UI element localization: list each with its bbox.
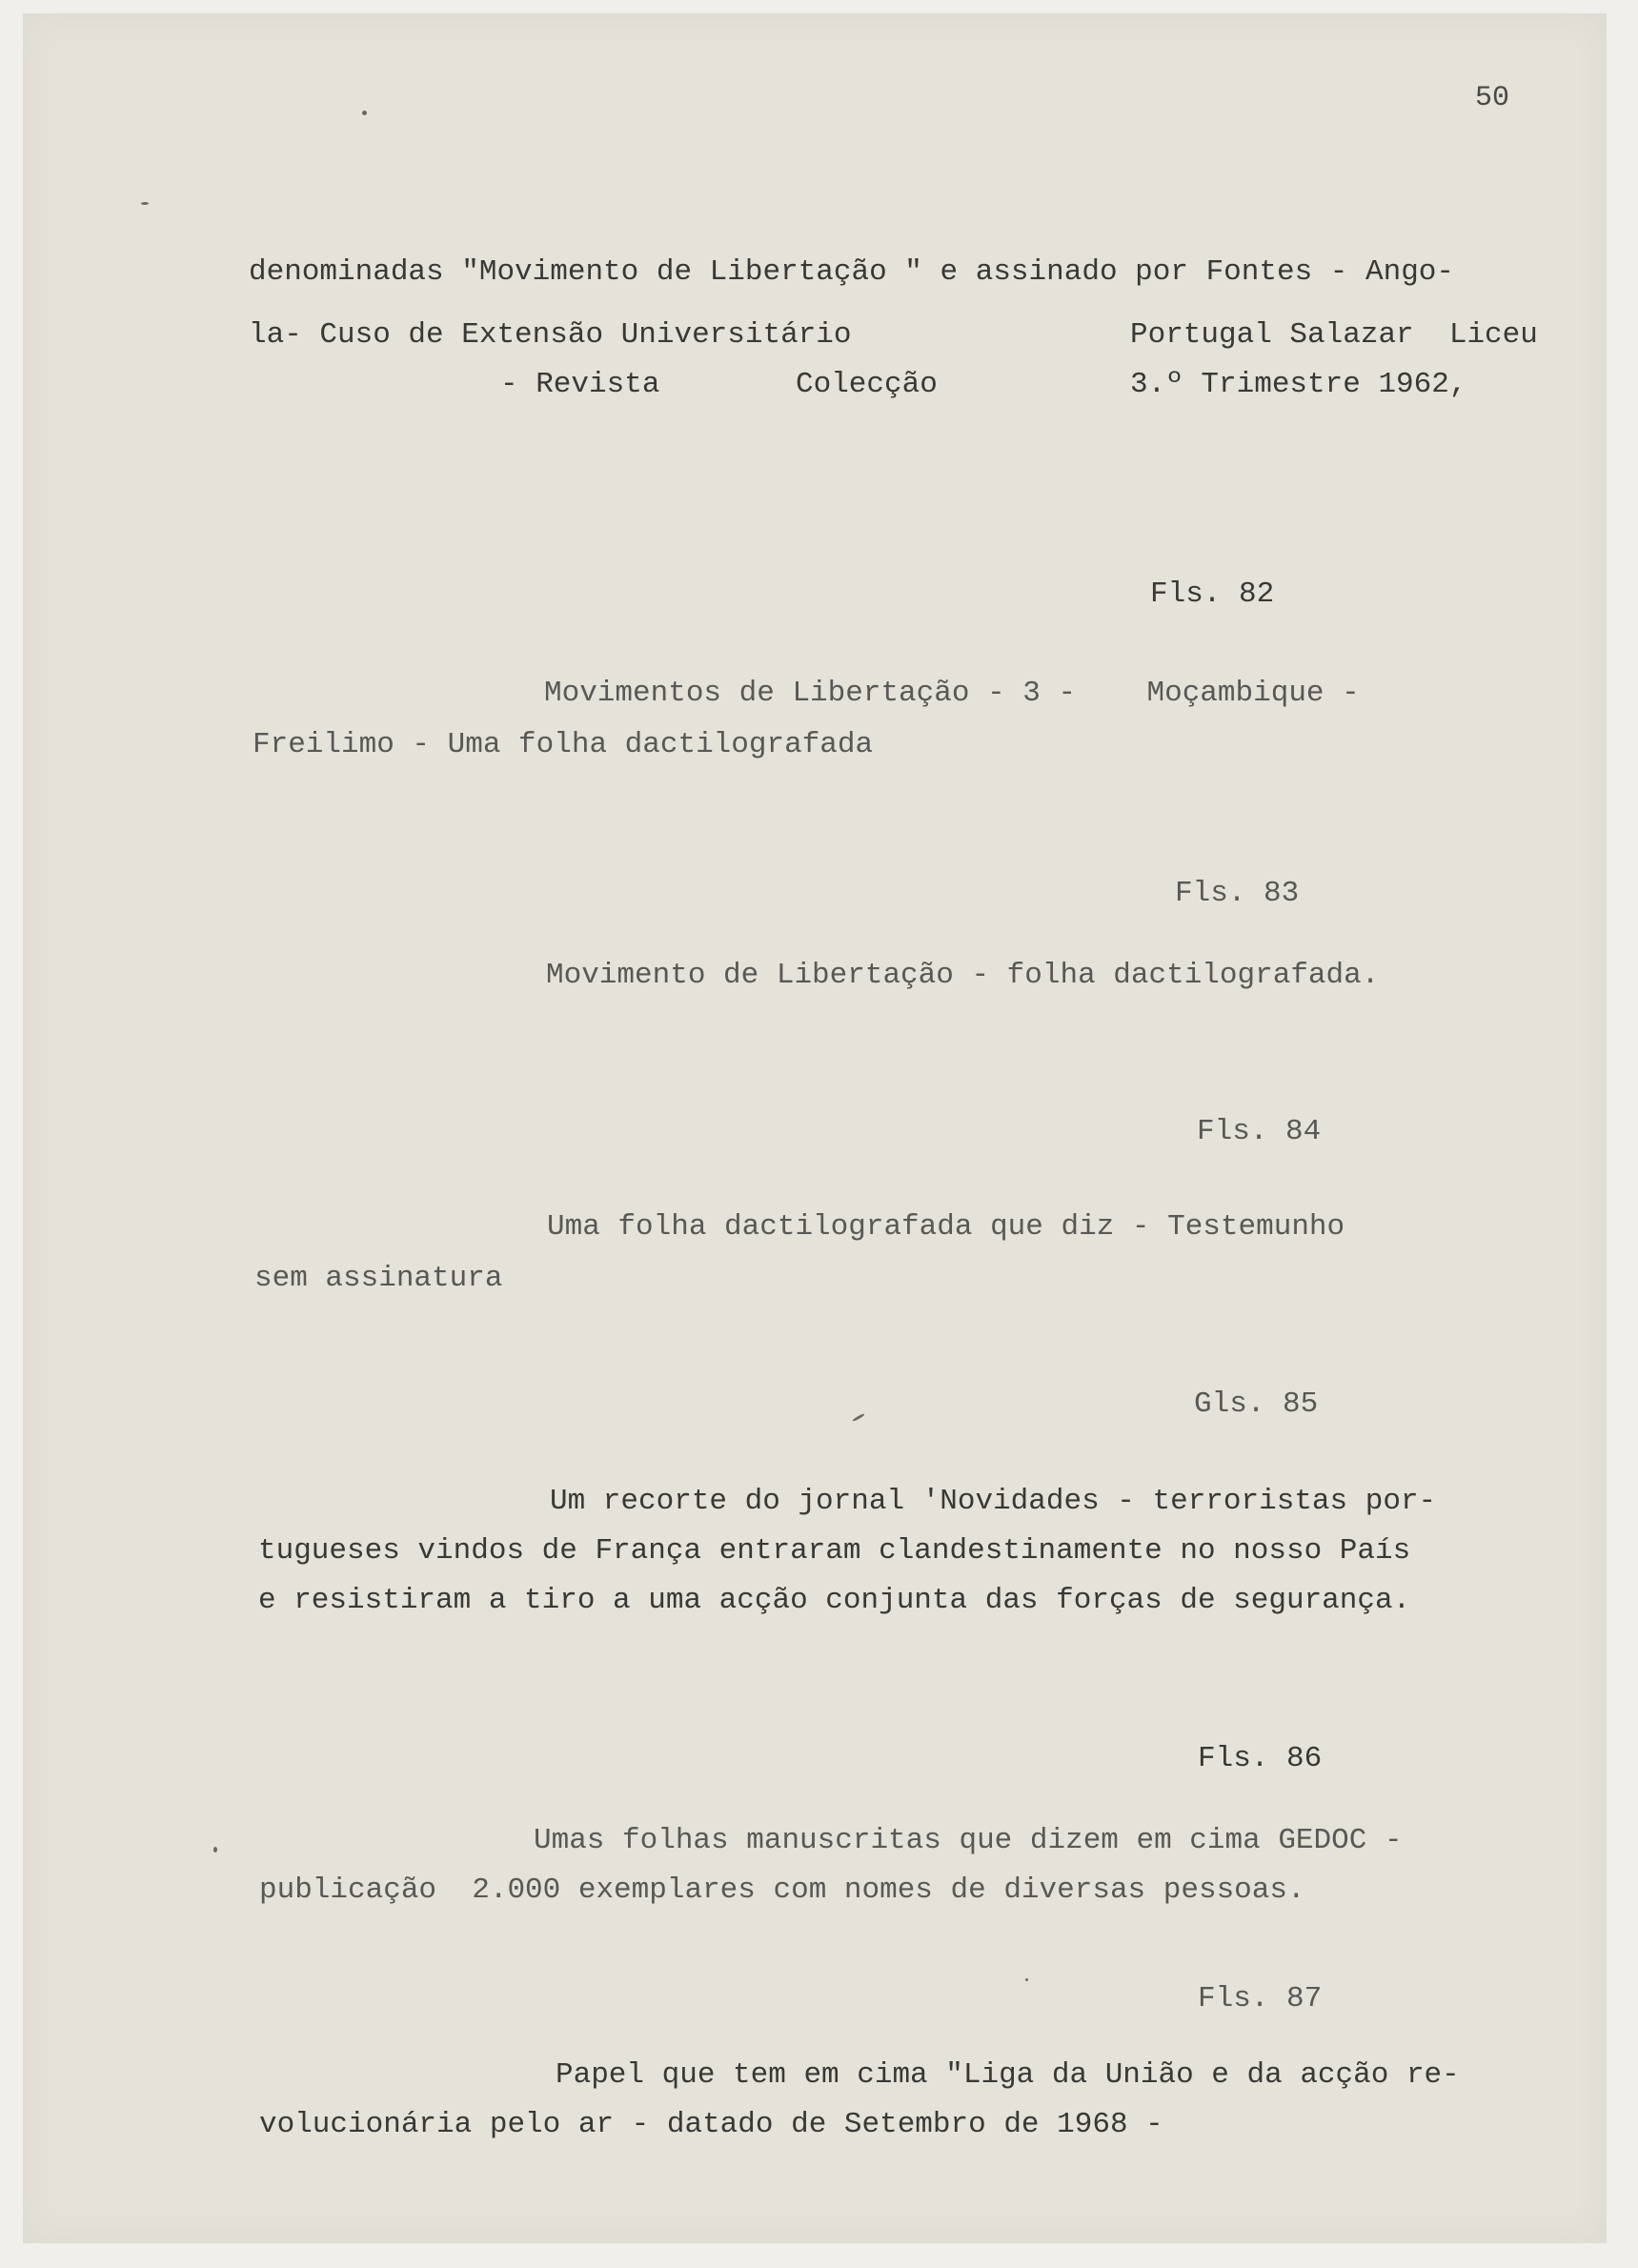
intro-line-3-a: - Revista (500, 368, 660, 401)
intro-line-3-b: Colecção (796, 368, 938, 401)
entry-line: publicação 2.000 exemplares com nomes de diversas pessoas. (259, 1873, 1305, 1907)
paper-speck (213, 1847, 217, 1853)
entry-line: Freilimo - Uma folha dactilografada (253, 728, 874, 761)
entry-label: Fls. 83 (1175, 877, 1300, 910)
entry-label: Fls. 86 (1198, 1742, 1323, 1775)
entry-line: Umas folhas manuscritas que dizem em cima GEDOC - (534, 1824, 1403, 1857)
entry-line: Movimento de Libertação - folha dactilografada. (546, 959, 1380, 992)
page-number: 50 (1475, 82, 1510, 114)
paper-speck (141, 202, 149, 205)
entry-label: Fls. 82 (1150, 577, 1275, 611)
intro-line-3-c: 3.º Trimestre 1962, (1130, 368, 1467, 401)
entry-line: Papel que tem em cima "Liga da União e da acção re- (556, 2058, 1460, 2092)
entry-line: Movimentos de Libertação - 3 - Moçambique - (544, 677, 1360, 710)
entry-label: Fls. 87 (1198, 1982, 1323, 2015)
entry-label: Gls. 85 (1194, 1387, 1319, 1421)
paper-speck (362, 111, 367, 115)
document-page (23, 13, 1607, 2243)
paper-speck (852, 1413, 865, 1423)
intro-line-1: denominadas "Movimento de Libertação " e assinado por Fontes - Ango- (249, 255, 1455, 289)
entry-line: tugueses vindos de França entraram clandestinamente no nosso País (258, 1534, 1411, 1568)
entry-label: Fls. 84 (1197, 1115, 1322, 1148)
entry-line: sem assinatura (254, 1262, 503, 1295)
entry-line: e resistiram a tiro a uma acção conjunta das forças de segurança. (258, 1584, 1411, 1617)
intro-line-2-right: Portugal Salazar Liceu (1130, 318, 1538, 352)
entry-line: Uma folha dactilografada que diz - Testemunho (547, 1210, 1345, 1244)
intro-line-2-left: la- Cuso de Extensão Universitário (249, 318, 852, 352)
paper-speck (1025, 1978, 1028, 1981)
entry-line: Um recorte do jornal 'Novidades - terroristas por- (550, 1485, 1437, 1518)
entry-line: volucionária pelo ar - datado de Setembro de 1968 - (259, 2108, 1163, 2141)
